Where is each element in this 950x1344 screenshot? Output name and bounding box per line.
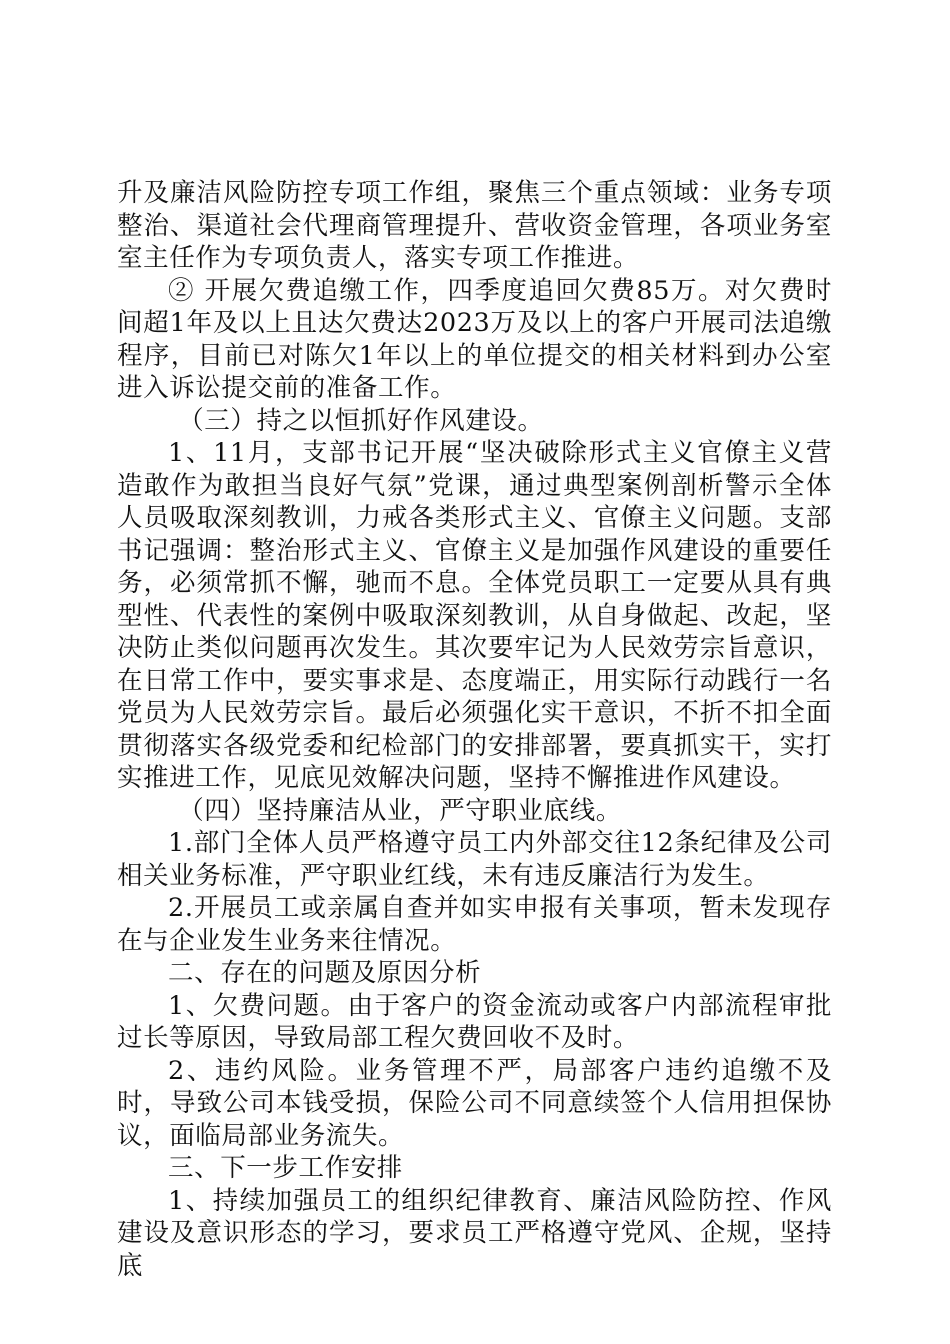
paragraph-default-risk: 2、违约风险。业务管理不严，局部客户违约追缴不及时，导致公司本钱受损，保险公司不同意续签个人信用担保协议，面临局部业务流失。 [117, 1055, 832, 1151]
paragraph-discipline-rules: 1.部门全体人员严格遵守员工内外部交往12条纪律及公司相关业务标准，严守职业红线，未有违反廉洁行为发生。 [117, 828, 832, 891]
section-heading-next-steps: 三、下一步工作安排 [168, 1153, 403, 1183]
paragraph-self-inspection: 2.开展员工或亲属自查并如实申报有关事项，暂未发现存在与企业发生业务来往情况。 [117, 893, 832, 956]
paragraph-continued-education: 1、持续加强员工的组织纪律教育、廉洁风险防控、作风建设及意识形态的学习，要求员工严格遵守党风、企规，坚持底 [117, 1185, 832, 1281]
document-body [117, 177, 832, 1282]
section-heading-integrity: （四）坚持廉洁从业，严守职业底线。 [178, 795, 622, 826]
paragraph-arrears-problem: 1、欠费问题。由于客户的资金流动或客户内部流程审批过长等原因，导致局部工程欠费回收不及时。 [117, 990, 832, 1053]
section-heading-problems: 二、存在的问题及原因分析 [168, 958, 482, 988]
paragraph-party-lecture: 1、11月，支部书记开展“坚决破除形式主义官僚主义营造敢作为敢担当良好气氛”党课，通过典型案例剖析警示全体人员吸取深刻教训，力戒各类形式主义、官僚主义问题。支部书记强调：整治形式主义、官僚主义是加强作风建设的重要任务，必须常抓不懈，驰而不息。全体党员职工一定要从具有典型性、代表性的案例中吸取深刻教训，从自身做起、改起，坚决防止类似问题再次发生。其次要牢记为人民效劳宗旨意识，在日常工作中，要实事求是、态度端正，用实际行动践行一名党员为人民效劳宗旨。最后必须强化实干意识，不折不扣全面贯彻落实各级党委和纪检部门的安排部署，要真抓实干，实打实推进工作，见底见效解决问题，坚持不懈推进作风建设。 [117, 438, 832, 793]
paragraph-continued-work-group: 升及廉洁风险防控专项工作组，聚焦三个重点领域：业务专项整治、渠道社会代理商管理提升、营收资金管理，各项业务室室主任作为专项负责人，落实专项工作推进。 [117, 178, 832, 273]
section-heading-work-style: （三）持之以恒抓好作风建设。 [178, 405, 544, 436]
paragraph-arrears-collection: ② 开展欠费追缴工作，四季度追回欠费85万。对欠费时间超1年及以上且达欠费达2023万及以上的客户开展司法追缴程序，目前已对陈欠1年以上的单位提交的相关材料到办公室进入诉讼提交前的准备工作。 [117, 275, 832, 403]
